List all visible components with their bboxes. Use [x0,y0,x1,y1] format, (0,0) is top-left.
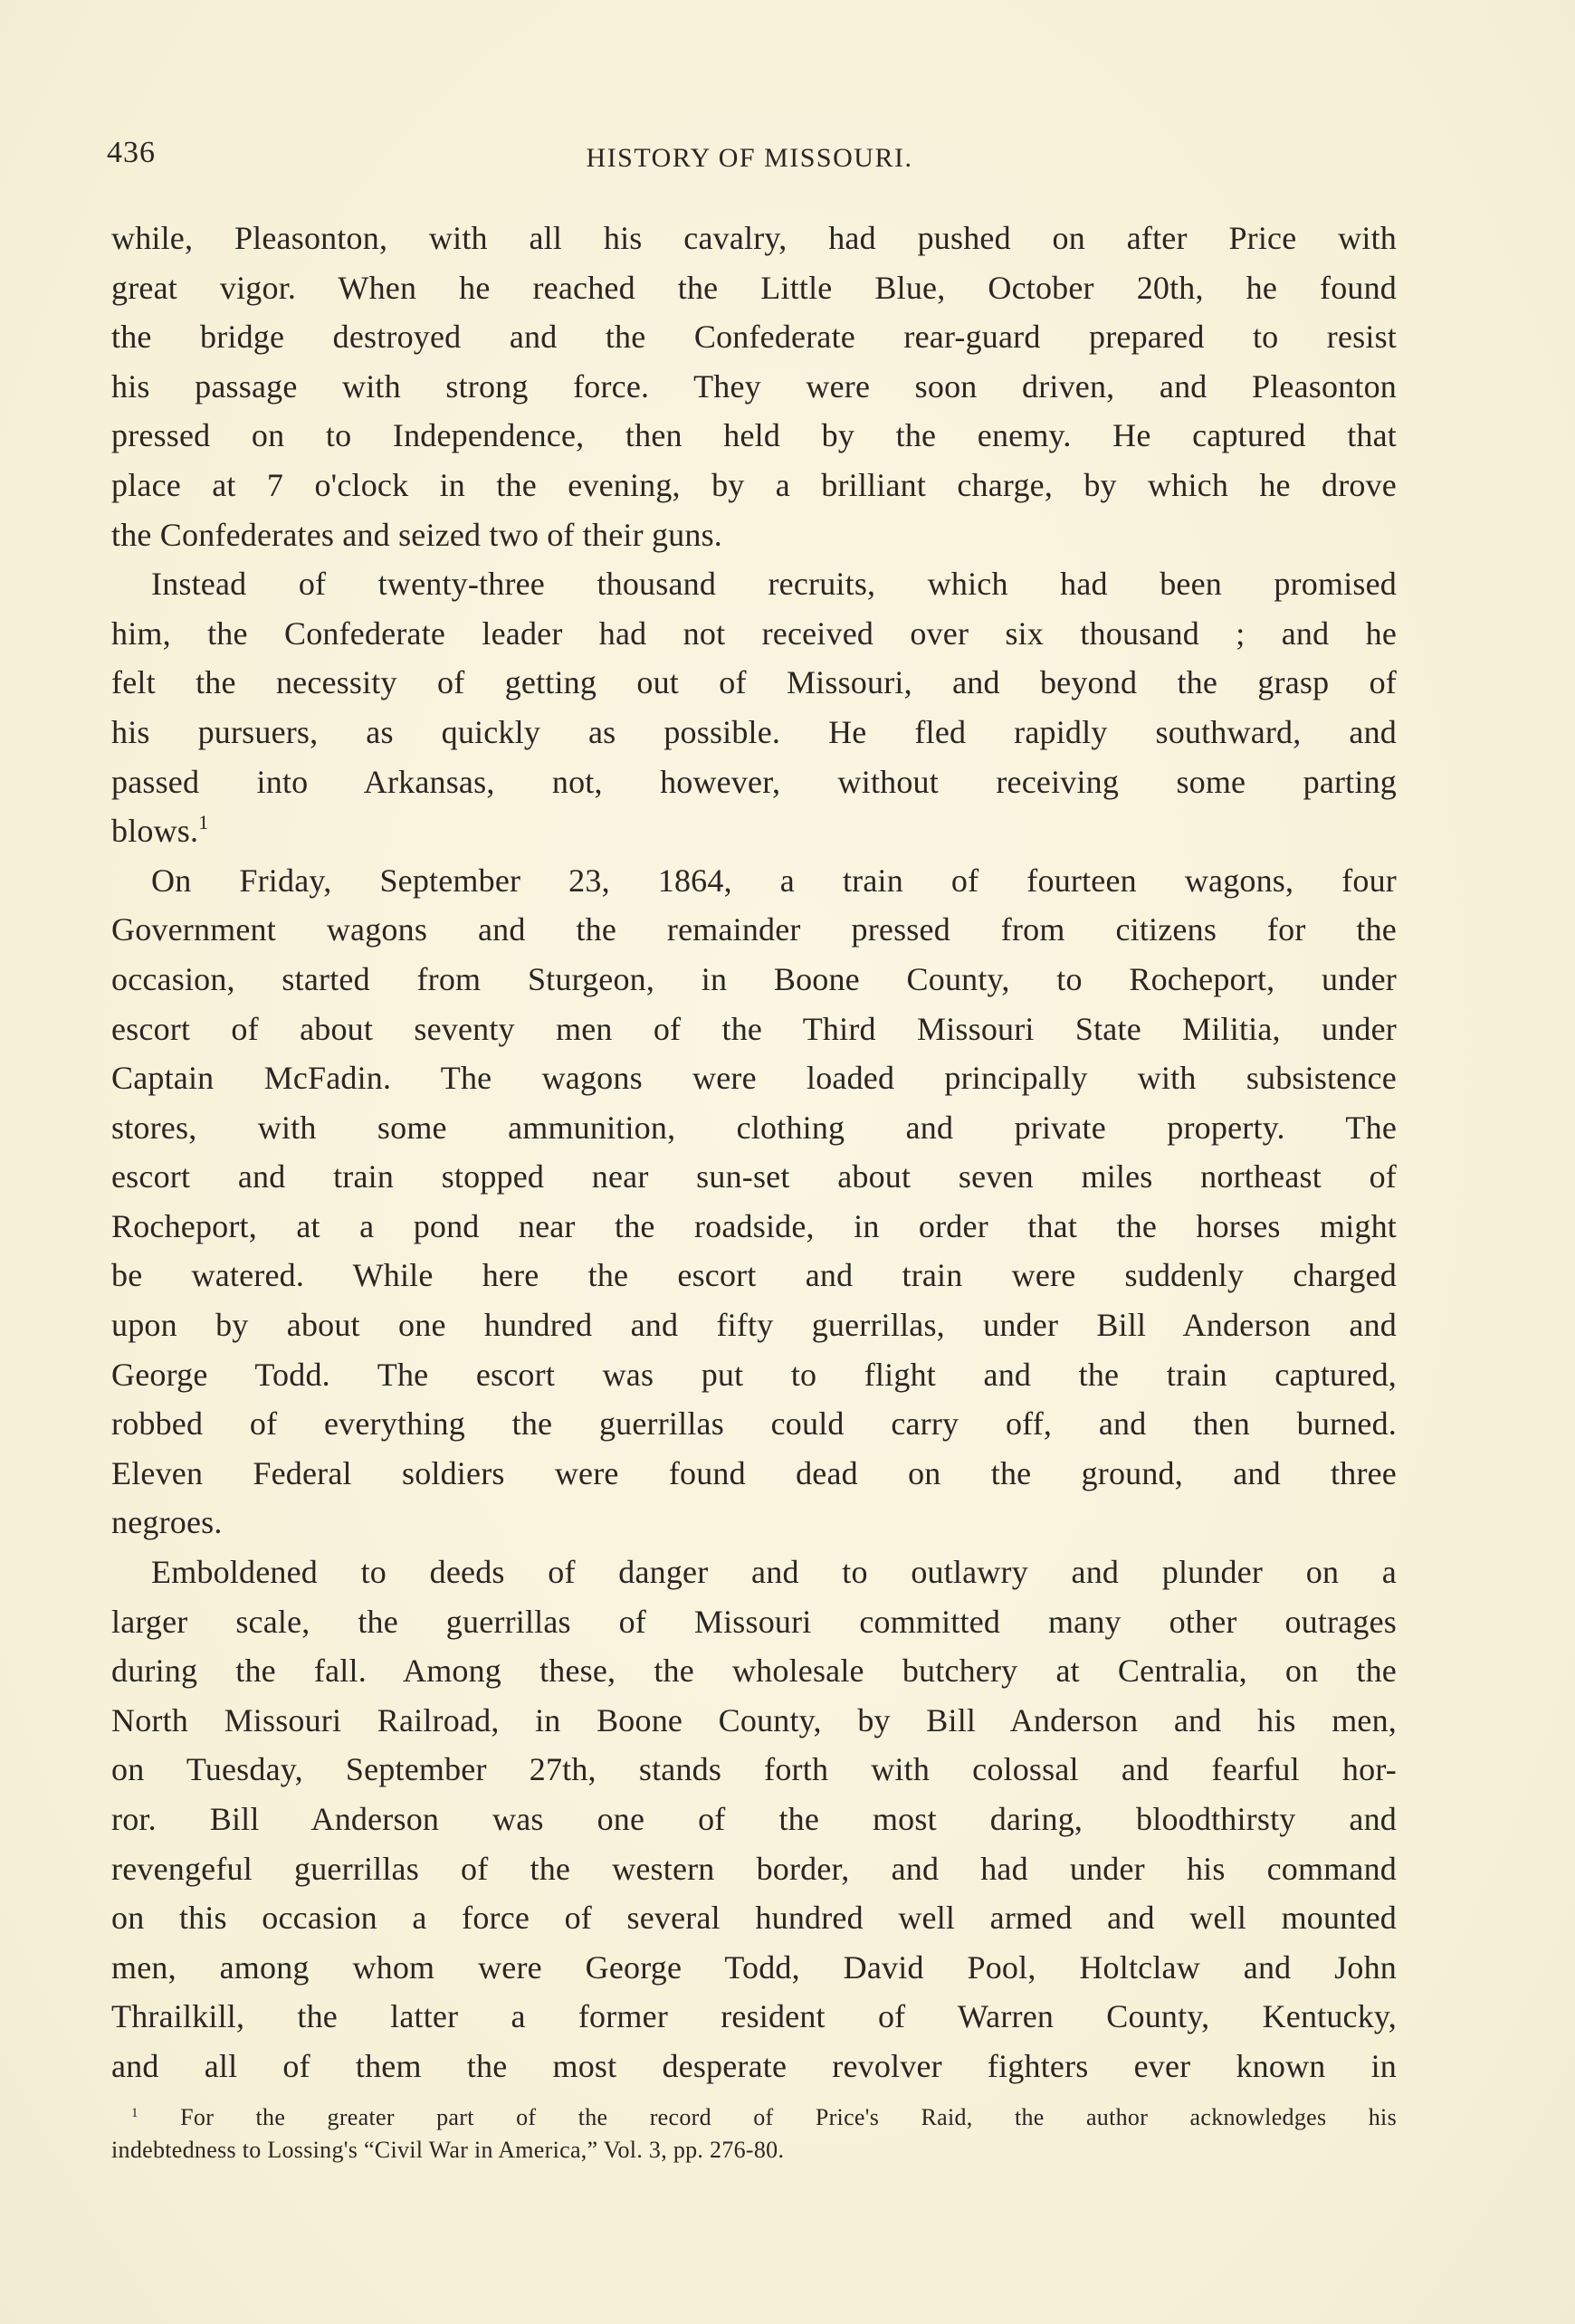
text-line: Eleven Federal soldiers were found dead on the ground, and three [111,1454,1397,1491]
text-line: be watered. While here the escort and train were suddenly charged [111,1257,1397,1294]
text-line: George Todd. The escort was put to flight and the train captured, [111,1356,1397,1393]
text-line: Thrailkill, the latter a former resident of Warren County, Kentucky, [111,1998,1397,2035]
text-line: on this occasion a force of several hundred well armed and well mounted [111,1900,1397,1937]
text-line: stores, with some ammunition, clothing and private property. The [111,1109,1397,1146]
footnote-line: $^1$ For the greater part of the record of Price's Raid, the author acknowledges his [131,2104,1397,2130]
text-line: upon by about one hundred and fifty guerrillas, under Bill Anderson and [111,1307,1397,1344]
text-line: Emboldened to deeds of danger and to outlawry and plunder on a [151,1554,1397,1591]
text-line: negroes. [111,1504,223,1541]
text-line: place at 7 o'clock in the evening, by a brilliant charge, by which he drove [111,466,1397,503]
text-line: him, the Confederate leader had not received over six thousand ; and he [111,614,1397,652]
footnote-line: indebtedness to Lossing's “Civil War in America,” Vol. 3, pp. 276-80. [111,2137,785,2163]
text-line: On Friday, September 23, 1864, a train of fourteen wagons, four [151,862,1397,899]
text-line: blows.$^1$ [111,811,209,850]
body-text [111,214,1397,2091]
text-line: his pursuers, as quickly as possible. He fled rapidly southward, and [111,713,1397,750]
footnote-reference: 1 [198,811,209,834]
text-line: ror. Bill Anderson was one of the most daring, bloodthirsty and [111,1801,1397,1837]
text-line: revengeful guerrillas of the western border, and had under his command [111,1850,1397,1887]
text-line: Instead of twenty-three thousand recruits, which had been promised [151,566,1397,603]
running-head [107,136,1392,181]
footnote-marker: 1 [131,2106,138,2120]
text-line: Government wagons and the remainder pressed from citizens for the [111,911,1397,948]
text-line: the Confederates and seized two of their guns. [111,516,722,553]
footnote [111,2101,1397,2167]
text-line: escort and train stopped near sun-set about seven miles northeast of [111,1158,1397,1195]
text-line: Rocheport, at a pond near the roadside, in order that the horses might [111,1207,1397,1244]
text-line: his passage with strong force. They were soon driven, and Pleasonton [111,367,1397,405]
text-line: escort of about seventy men of the Third Missouri State Militia, under [111,1010,1397,1047]
running-title: HISTORY OF MISSOURI. [586,143,913,173]
text-line: while, Pleasonton, with all his cavalry, had pushed on after Price with [111,220,1397,256]
text-line: robbed of everything the guerrillas could carry off, and then burned. [111,1405,1397,1443]
text-line: and all of them the most desperate revolver fighters ever known in [111,2047,1397,2084]
text-line: on Tuesday, September 27th, stands forth with colossal and fearful hor- [111,1751,1397,1788]
text-line: occasion, started from Sturgeon, in Boone County, to Rocheport, under [111,960,1397,997]
text-line: during the fall. Among these, the wholesale butchery at Centralia, on the [111,1653,1397,1690]
text-line: the bridge destroyed and the Confederate rear-guard prepared to resist [111,319,1397,356]
text-line: felt the necessity of getting out of Missouri, and beyond the grasp of [111,664,1397,701]
text-line: larger scale, the guerrillas of Missouri committed many other outrages [111,1603,1397,1640]
text-line: pressed on to Independence, then held by the enemy. He captured that [111,417,1397,454]
text-line: North Missouri Railroad, in Boone County, by Bill Anderson and his men, [111,1701,1397,1738]
text-line: passed into Arkansas, not, however, without receiving some parting [111,763,1397,800]
text-line: Captain McFadin. The wagons were loaded principally with subsistence [111,1060,1397,1097]
page-number: 436 [107,136,156,169]
text-line: men, among whom were George Todd, David Pool, Holtclaw and John [111,1948,1397,1986]
text-line: great vigor. When he reached the Little Blue, October 20th, he found [111,269,1397,306]
